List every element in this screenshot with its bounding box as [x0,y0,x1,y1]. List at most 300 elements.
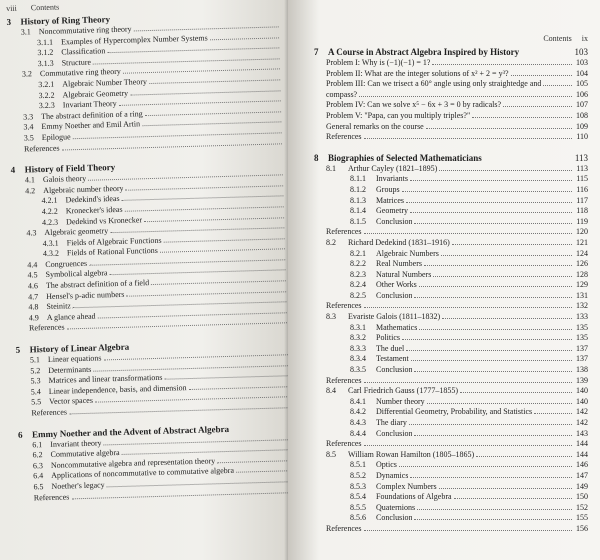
section-title: Galois theory [42,173,87,185]
section-title: Differential Geometry, Probability, and Statistics [376,407,533,417]
section-page-number: 140 [576,386,588,396]
dot-leader [414,217,572,224]
toc-entry [314,323,588,334]
section-number: 8.2.2 [350,259,366,269]
section-number: 6.1 [32,439,43,450]
section-number: 8.3.2 [350,333,366,343]
section-number: 8.1.1 [350,174,366,184]
dot-leader [414,291,572,298]
dot-leader [210,31,280,40]
dot-leader [460,386,572,393]
section-number: 3.2 [21,69,33,79]
section-page-number: 104 [576,68,588,78]
section-number: 8.5.3 [350,481,366,491]
section-number: 3.3 [23,112,34,122]
dot-leader [417,503,572,510]
section-title: Noether's legacy [51,480,105,491]
section-number: 8.3 [326,312,336,322]
section-number: 8.3.5 [350,365,366,375]
section-page-number: 142 [576,407,588,417]
dot-leader [410,206,572,213]
dot-leader [359,90,572,97]
section-title: Carl Friedrich Gauss (1777–1855) [348,386,458,396]
dot-leader [442,312,572,319]
section-page-number: 144 [576,439,588,449]
toc-entry [314,164,588,175]
section-title: Quaternions [376,502,416,512]
section-number: 3.2.2 [38,90,55,100]
section-number: 8.1.4 [350,206,366,216]
chapter-number: 5 [15,344,21,355]
toc-entry [314,365,588,376]
section-page-number: 137 [576,343,588,353]
section-page-number: 103 [576,58,588,67]
dot-leader [402,185,572,192]
section-page-number: 118 [576,206,588,216]
toc-entry [314,429,588,440]
section-title: References [28,322,65,333]
section-number: 4.9 [28,313,39,323]
section-title: Problem V: "Papa, can you multiply triples?" [326,110,471,120]
section-page-number: 133 [576,312,588,322]
left-page-sheet [6,0,288,504]
section-number: 6.4 [33,471,44,481]
section-title: References [326,523,362,533]
section-number: 6.5 [33,482,44,492]
section-number: 5.2 [30,365,41,376]
toc-entry [314,386,588,397]
section-title: Linear equations [47,353,102,364]
dot-leader [433,270,572,277]
section-number: 4.2.2 [41,206,58,216]
dot-leader [424,259,572,266]
section-title: References [326,439,362,449]
toc-entry [314,111,588,122]
section-title: Emmy Noether and Emil Artin [41,119,141,132]
toc-entry [314,513,588,524]
section-number: 6.2 [32,450,43,460]
section-number: 8.1.5 [350,216,366,226]
section-number: 3.2.1 [38,79,55,90]
section-title: Invariant theory [50,438,102,449]
section-title: The abstract definition of a ring [41,108,143,121]
section-number: 8.5.6 [350,513,366,523]
section-number: 5.3 [30,376,41,386]
toc-entry [314,217,588,228]
section-number: 4.7 [28,291,39,302]
section-number: 4.6 [27,281,39,291]
section-page-number: 129 [576,280,588,290]
section-title: Structure [61,57,92,68]
dot-leader [414,429,572,436]
section-title: Fields of Algebraic Functions [66,235,162,248]
section-number: 3.5 [23,133,34,143]
section-title: Richard Dedekind (1831–1916) [348,237,450,247]
section-number: 4.4 [27,260,38,270]
section-title: Natural Numbers [376,269,432,279]
references-entry [314,227,588,238]
section-page-number: 146 [576,460,588,470]
section-number: 3.2.3 [38,100,55,111]
toc-entry [314,79,588,90]
dot-leader [441,249,572,256]
dot-leader [364,376,572,383]
chapter-number: 6 [17,429,23,440]
toc-entry [314,100,588,111]
chapter-title: A Course in Abstract Algebra Inspired by History [328,47,520,57]
toc-entry [314,344,588,355]
toc-entry [314,259,588,270]
section-number: 4.2.3 [41,217,59,227]
section-title: Geometry [376,206,408,216]
section-page-number: 155 [576,513,588,523]
section-number: 6.3 [32,460,44,471]
dot-leader [452,238,572,245]
section-page-number: 113 [576,163,588,173]
toc-entry [314,418,588,429]
section-title: Algebraic Geometry [62,88,129,100]
section-number: 8.2.4 [350,280,366,290]
section-number: 8.5.2 [350,470,366,480]
section-page-number: 140 [576,396,588,406]
section-title: Congruences [45,258,88,269]
section-title: Dedekind's ideas [65,194,120,205]
left-page [0,0,288,560]
section-number: 8.3.4 [350,354,366,364]
section-page-number: 116 [576,184,588,194]
dot-leader [511,69,572,76]
toc-entry [314,90,588,101]
section-number: 8.4.3 [350,418,366,427]
section-number: 8.1.3 [350,195,366,205]
section-number: 4.3 [26,228,37,238]
chapter-title: History of Ring Theory [20,14,111,27]
section-title: Algebraic Numbers [376,248,439,258]
section-number: 8.2.1 [350,248,366,258]
section-title: Conclusion [376,365,413,375]
section-page-number: 115 [576,174,588,184]
section-page-number: 124 [576,248,588,258]
section-title: References [33,491,70,502]
section-page-number: 147 [576,470,588,480]
section-title: References [326,301,362,311]
chapter-page-number: 113 [574,152,588,163]
section-page-number: 135 [576,322,588,332]
section-number: 5.5 [31,397,42,407]
section-title: Conclusion [376,428,413,438]
dot-leader [426,122,572,129]
section-page-number: 119 [576,216,588,226]
section-title: Invariant Theory [62,99,117,110]
left-page-number: viii [6,3,17,13]
chapter-number: 3 [6,16,12,27]
section-title: Real Numbers [376,259,422,269]
section-title: Algebraic geometry [44,226,109,238]
section-page-number: 121 [576,237,588,247]
section-number: 4.3.1 [42,238,59,248]
section-title: Noncommutative ring theory [38,24,132,37]
right-running-title: Contents [543,34,572,43]
section-page-number: 128 [576,269,588,279]
dot-leader [402,333,572,340]
references-entry [314,301,588,312]
toc-entry [314,196,588,207]
section-title: References [31,407,68,418]
dot-leader [419,323,572,330]
toc-entry [314,503,588,514]
toc-entry [314,397,588,408]
section-title: Commutative ring theory [39,67,121,79]
chapter-number: 4 [10,164,16,176]
section-title: Invariants [376,174,408,184]
toc-entry [314,185,588,196]
toc-entry [314,69,588,80]
dot-leader [414,513,572,520]
dot-leader [364,439,572,446]
toc-entry [314,206,588,217]
toc-entry [314,174,588,185]
section-number: 8.2 [326,237,336,247]
section-title: Hensel's p-adic numbers [46,289,125,301]
references-entry [314,376,588,387]
section-number: 8.1 [326,163,336,173]
toc-entry [314,312,588,323]
section-title: Conclusion [376,290,413,300]
section-title: Applications of noncommutative to commutative algebra [51,466,235,481]
section-title: Mathematics [376,322,418,332]
section-title: William Rowan Hamilton (1805–1865) [348,449,475,459]
toc-entry [314,122,588,133]
references-entry [314,524,588,535]
section-number: 4.1 [24,175,36,185]
toc-entry [314,460,588,471]
section-title: General remarks on the course [326,121,424,131]
section-number: 3.1.1 [36,37,54,47]
section-page-number: 152 [576,502,588,512]
dot-leader [410,471,572,478]
section-page-number: 143 [576,428,588,438]
dot-leader [364,301,572,308]
section-page-number: 106 [576,89,588,99]
dot-leader [414,365,572,372]
dot-leader [543,79,572,86]
toc-entry [314,492,588,503]
section-page-number: 139 [576,375,588,385]
section-page-number: 137 [576,354,588,364]
section-page-number: 107 [576,100,588,110]
chapter-title: History of Field Theory [24,162,116,175]
section-title: Politics [376,333,401,343]
toc-entry [314,58,588,69]
toc-entry [314,450,588,461]
section-number: 8.5.1 [350,460,366,470]
section-title: The duel [376,343,405,353]
section-title: Epilogue [41,132,71,142]
section-number: 8.4.2 [350,407,366,417]
dot-leader [236,465,288,474]
chapter-page-number: 103 [574,47,588,57]
right-toc [314,47,588,535]
section-title: The diary [376,418,407,427]
dot-leader [503,100,572,107]
section-title: compass? [326,89,358,99]
section-number: 8.4 [326,386,336,396]
right-page-number: ix [581,34,588,43]
dot-leader [410,174,572,181]
section-number: 3.1.2 [37,47,54,58]
toc-entry [314,471,588,482]
section-title: References [326,132,362,142]
dot-leader [419,280,572,287]
dot-leader [406,196,572,203]
section-page-number: 138 [576,365,588,375]
section-title: Groups [376,184,400,194]
dot-leader [364,524,572,531]
section-title: Complex Numbers [376,481,437,491]
toc-entry [314,333,588,344]
section-title: Algebraic Number Theory [62,77,148,89]
section-page-number: 150 [576,492,588,502]
section-title: References [23,143,60,154]
section-number: 8.3.1 [350,322,366,332]
section-page-number: 126 [576,259,588,269]
section-page-number: 108 [576,110,588,120]
section-page-number: 149 [576,481,588,491]
chapter-title: History of Linear Algebra [29,341,130,355]
section-title: Kronecker's ideas [65,204,123,216]
section-title: Problem II: What are the integer solutions of x² + 2 = y³? [326,68,509,78]
section-number: 5.1 [29,355,41,365]
section-number: 4.5 [27,270,38,280]
dot-leader [439,164,572,171]
dot-leader [411,354,572,361]
dot-leader [217,454,288,463]
section-title: References [326,227,362,237]
section-title: Testament [376,354,409,364]
section-number: 8.5.5 [350,502,366,512]
section-title: Evariste Galois (1811–1832) [348,312,441,322]
section-title: A glance ahead [46,311,96,322]
right-running-head [314,34,588,43]
dot-leader [432,58,572,65]
left-toc [6,9,288,504]
section-page-number: 117 [576,195,588,205]
section-page-number: 131 [576,290,588,300]
section-title: Arthur Cayley (1821–1895) [348,163,438,173]
section-title: Other Works [376,280,417,290]
section-page-number: 132 [576,301,588,311]
chapter-number: 8 [314,152,319,163]
section-number: 4.3.2 [42,248,60,259]
section-title: Classification [61,46,106,57]
section-page-number: 120 [576,227,588,237]
dot-leader [439,482,572,489]
section-title: Commutative algebra [50,448,120,460]
section-number: 3.4 [23,122,34,132]
section-number: 8.4.4 [350,428,366,438]
section-title: Conclusion [376,216,413,226]
section-title: Number theory [376,396,425,406]
section-title: Symbolical algebra [45,268,108,280]
section-title: Problem I: Why is (−1)(−1) = 1? [326,58,431,67]
section-number: 3.1.3 [37,58,54,68]
section-title: Steinitz [46,301,72,312]
section-page-number: 110 [576,132,588,142]
section-number: 8.2.3 [350,269,366,279]
chapter-heading [314,153,588,164]
section-title: Foundations of Algebra [376,492,452,502]
dot-leader [454,492,572,499]
section-page-number: 144 [576,449,588,459]
section-title: Noncommutative algebra and representation theory [50,456,216,470]
dot-leader [364,132,572,139]
dot-leader [364,227,572,234]
left-running-title: Contents [30,2,60,13]
section-title: Conclusion [376,513,413,523]
toc-entry [314,354,588,365]
section-number: 4.2.1 [41,195,58,206]
dot-leader [409,418,572,425]
toc-entry [314,238,588,249]
section-number: 8.3.3 [350,343,366,353]
section-title: Optics [376,460,397,470]
toc-entry [314,291,588,302]
section-number: 4.8 [28,302,39,312]
section-title: Fields of Rational Functions [66,246,158,258]
toc-entry [314,270,588,281]
section-page-number: 142 [576,418,588,427]
right-page [288,0,600,560]
section-title: Algebraic number theory [43,183,124,195]
dot-leader [406,344,572,351]
section-number: 5.4 [30,386,41,397]
section-page-number: 156 [576,523,588,533]
section-title: Vector spaces [48,396,93,407]
toc-entry [314,407,588,418]
section-title: Problem III: Can we trisect a 60° angle using only straightedge and [326,79,542,89]
section-number: 8.2.5 [350,290,366,300]
dot-leader [399,460,572,467]
toc-entry [314,280,588,291]
section-page-number: 105 [576,79,588,89]
references-entry [314,439,588,450]
dot-leader [472,111,572,118]
section-number: 8.1.2 [350,184,366,194]
section-title: Linear independence, basis, and dimension [48,382,187,396]
section-number: 4.2 [25,185,36,196]
section-title: References [326,375,362,385]
toc-entry [314,482,588,493]
section-title: Matrices and linear transformations [48,372,163,386]
chapter-number: 7 [314,47,319,57]
section-page-number: 135 [576,333,588,343]
section-title: Problem IV: Can we solve x⁵ − 6x + 3 = 0 by radicals? [326,100,502,110]
section-title: Matrices [376,195,404,205]
section-number: 3.1 [20,27,31,37]
chapter-heading [314,47,588,58]
section-number: 8.5 [326,449,336,459]
section-title: Examples of Hypercomplex Number Systems [60,32,208,47]
dot-leader [188,380,288,390]
section-title: Dedekind vs Kronecker [65,214,143,226]
section-page-number: 109 [576,121,588,131]
toc-entry [314,249,588,260]
dot-leader [427,397,572,404]
dot-leader [534,407,572,414]
references-entry [314,132,588,143]
chapter-title: Emmy Noether and the Advent of Abstract Algebra [31,423,230,440]
section-title: Determinants [48,364,92,375]
